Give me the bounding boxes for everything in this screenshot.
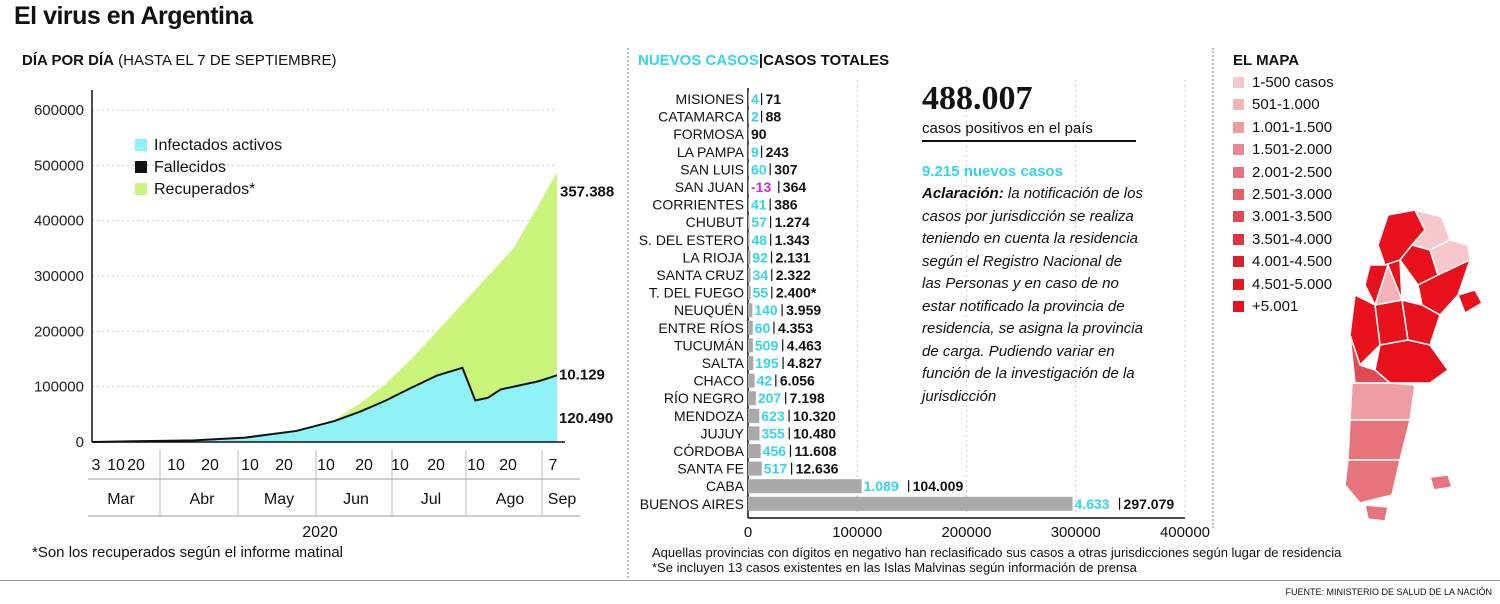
map-chubut xyxy=(1348,420,1410,460)
map-santa-cruz xyxy=(1345,460,1400,503)
x-month-label: Jul xyxy=(420,491,442,508)
total-cases-label: 243 xyxy=(765,143,789,160)
category-label: FORMOSA xyxy=(673,126,744,143)
map-misiones xyxy=(1458,290,1482,313)
map-legend-swatch xyxy=(1233,301,1244,312)
y-tick-label: 300000 xyxy=(33,268,84,285)
new-cases-label: 34 xyxy=(752,267,769,283)
map-legend-swatch xyxy=(1233,189,1244,200)
left-heading-rest: (HASTA EL 7 DE SEPTIEMBRE) xyxy=(113,52,337,69)
total-cases-label: 12.636 xyxy=(795,460,839,477)
x-tick-label: 400000 xyxy=(1159,524,1211,541)
total-bar xyxy=(748,391,756,405)
new-cases-label: 355 xyxy=(761,425,785,442)
map-legend-item xyxy=(1233,185,1332,205)
map-heading: EL MAPA xyxy=(1233,52,1300,69)
category-label: JUJUY xyxy=(700,425,744,442)
new-cases-label: 42 xyxy=(756,372,773,389)
map-legend-label: 4.001-4.500 xyxy=(1252,253,1333,271)
total-cases-label: 10.320 xyxy=(793,407,836,424)
total-bar xyxy=(748,321,753,335)
map-legend-swatch xyxy=(1233,144,1244,155)
new-cases-label: 41 xyxy=(751,196,767,213)
total-cases-label: 3.959 xyxy=(786,302,822,319)
category-label: CABA xyxy=(705,478,744,495)
map-legend-swatch xyxy=(1233,167,1244,178)
x-tick-label: 7 xyxy=(548,457,558,474)
total-cases-label: 4.827 xyxy=(787,355,823,371)
active-end-label: 120.490 xyxy=(559,410,614,427)
separator-right xyxy=(1212,48,1214,528)
clarification-note xyxy=(922,183,1144,408)
total-bar xyxy=(748,180,749,194)
x-tick-label: 10 xyxy=(317,457,335,474)
total-bar xyxy=(748,444,761,458)
total-bar xyxy=(748,127,749,141)
x-tick-label: 20 xyxy=(427,457,445,474)
total-bar xyxy=(748,233,749,247)
total-cases-label: 307 xyxy=(774,161,798,178)
new-cases-label: 207 xyxy=(757,390,782,407)
x-tick-label: 200000 xyxy=(941,524,992,541)
map-legend-item xyxy=(1233,297,1298,317)
category-label: CÓRDOBA xyxy=(673,443,744,459)
source-credit: FUENTE: MINISTERIO DE SALUD DE LA NACIÓN xyxy=(1285,587,1492,597)
new-cases-label: 92 xyxy=(752,249,768,266)
deaths-end-label: 10.129 xyxy=(559,366,605,384)
x-year-label: 2020 xyxy=(302,524,338,541)
total-cases-label: 90 xyxy=(751,126,767,143)
map-legend-item xyxy=(1233,73,1334,93)
x-tick-label: 10 xyxy=(467,457,485,474)
total-cases-label: 7.198 xyxy=(789,390,825,407)
legend-label: Fallecidos xyxy=(154,159,227,176)
map-legend-item xyxy=(1233,140,1332,160)
map-legend-swatch xyxy=(1233,211,1244,222)
legend-label: Recuperados* xyxy=(154,181,256,198)
x-month-label: Abr xyxy=(189,491,215,508)
new-cases-label: 509 xyxy=(754,337,779,354)
total-cases-label: 11.608 xyxy=(794,443,837,459)
x-tick-label: 100000 xyxy=(832,524,883,541)
category-label: SALTA xyxy=(701,355,744,371)
total-bar xyxy=(748,286,751,300)
left-heading-bold: DÍA POR DÍA xyxy=(22,52,114,69)
map-legend-label: 501-1.000 xyxy=(1252,96,1320,114)
total-cases-label: 1.343 xyxy=(774,231,810,248)
total-cases-label: 104.009 xyxy=(912,478,964,495)
total-cases-label: 2.400* xyxy=(775,284,817,301)
heading-sep: | xyxy=(758,52,764,69)
category-label: SAN JUAN xyxy=(674,179,744,195)
mid-panel-heading xyxy=(638,52,889,69)
category-label: CHACO xyxy=(693,372,744,389)
total-cases-label: 1.274 xyxy=(774,214,810,231)
map-legend-label: 2.001-2.500 xyxy=(1252,163,1333,181)
category-label: SANTA FE xyxy=(677,460,744,477)
new-cases-label: 60 xyxy=(754,319,771,336)
category-label: SANTA CRUZ xyxy=(656,267,744,283)
x-tick-label: 20 xyxy=(499,457,517,474)
total-bar xyxy=(748,110,749,124)
category-label: SAN LUIS xyxy=(680,161,744,178)
x-tick-label: 20 xyxy=(127,457,145,474)
map-legend-item xyxy=(1233,95,1320,115)
category-label: CORRIENTES xyxy=(652,196,744,213)
new-cases-label: 55 xyxy=(752,284,769,301)
total-bar xyxy=(748,338,753,352)
legend-swatch xyxy=(135,183,147,195)
map-legend-label: 2.501-3.000 xyxy=(1252,186,1333,203)
category-label: CATAMARCA xyxy=(658,108,744,125)
map-legend-item xyxy=(1233,252,1332,272)
total-cases-label: 386 xyxy=(774,196,798,213)
total-cases-label: 10.480 xyxy=(793,425,837,442)
map-legend-item xyxy=(1233,275,1332,295)
legend-swatch xyxy=(135,139,147,151)
total-bar xyxy=(748,145,749,159)
total-cases-label: 88 xyxy=(765,108,782,125)
total-bar xyxy=(748,303,752,317)
heading-total-cases: CASOS TOTALES xyxy=(763,52,890,69)
category-label: RÍO NEGRO xyxy=(663,390,744,407)
total-bar xyxy=(748,374,755,388)
new-cases-label: 195 xyxy=(755,355,779,371)
separator-left xyxy=(627,48,629,578)
x-tick-label: 3 xyxy=(91,457,101,474)
map-legend-item xyxy=(1233,230,1332,250)
total-cases-label: 4.463 xyxy=(786,337,822,354)
new-cases-label: 4 xyxy=(751,91,759,107)
total-cases-caption: casos positivos en el país xyxy=(922,120,1093,137)
heading-new-cases: NUEVOS CASOS xyxy=(638,52,759,69)
y-tick-label: 200000 xyxy=(33,323,84,341)
x-tick-label: 10 xyxy=(241,457,259,474)
recovered-end-label: 357.388 xyxy=(560,183,615,201)
new-cases-label: 9 xyxy=(751,143,759,160)
total-cases-label: 297.079 xyxy=(1123,495,1175,512)
category-label: T. DEL FUEGO xyxy=(648,284,744,301)
total-bar xyxy=(748,497,1073,511)
map-legend-label: 1-500 casos xyxy=(1252,74,1334,91)
category-label: S. DEL ESTERO xyxy=(638,231,744,248)
map-legend-swatch xyxy=(1233,256,1244,267)
y-tick-label: 100000 xyxy=(33,378,84,396)
new-cases-label: 140 xyxy=(754,302,778,319)
map-legend-label: 1.501-2.000 xyxy=(1252,141,1333,159)
total-cases-label: 6.056 xyxy=(779,372,815,389)
category-label: MENDOZA xyxy=(674,407,744,424)
total-bar xyxy=(748,409,759,423)
total-cases-label: 2.131 xyxy=(775,249,811,266)
y-tick-label: 0 xyxy=(75,434,84,451)
x-tick-label: 300000 xyxy=(1050,524,1101,541)
y-tick-label: 500000 xyxy=(33,157,84,175)
map-legend-swatch xyxy=(1233,279,1244,290)
total-cases-label: 71 xyxy=(765,91,782,107)
map-legend-swatch xyxy=(1233,77,1244,88)
total-cases-label: 4.353 xyxy=(777,319,814,336)
category-label: LA PAMPA xyxy=(676,143,744,160)
x-month-label: Ago xyxy=(495,491,525,508)
total-cases-value: 488.007 xyxy=(922,80,1033,117)
legend-swatch xyxy=(135,161,147,173)
x-month-label: Jun xyxy=(343,491,369,508)
map-buenos-aires xyxy=(1375,340,1448,383)
note-negative: Aquellas provincias con dígitos en negativo han reclasificado sus casos a otras jurisdicciones según lugar de residencia xyxy=(652,545,1342,560)
total-cases-label: 2.322 xyxy=(775,267,811,283)
new-cases-label: 517 xyxy=(763,460,788,477)
total-bar xyxy=(748,198,749,212)
category-label: BUENOS AIRES xyxy=(639,495,744,512)
category-label: ENTRE RÍOS xyxy=(658,319,744,336)
map-legend-swatch xyxy=(1233,99,1244,110)
area-chart xyxy=(0,70,620,550)
total-cases-rule xyxy=(922,140,1136,142)
map-legend-label: 4.501-5.000 xyxy=(1252,275,1333,293)
new-cases-label: 60 xyxy=(751,161,767,178)
total-bar xyxy=(748,268,751,282)
map-legend-label: 3.501-4.000 xyxy=(1252,230,1333,248)
total-bar xyxy=(748,162,749,176)
map-legend-item xyxy=(1233,118,1332,138)
category-label: CHUBUT xyxy=(685,214,744,231)
total-bar xyxy=(748,462,762,476)
x-tick-label: 0 xyxy=(743,524,753,541)
total-bar xyxy=(748,250,750,264)
map-legend-item xyxy=(1233,207,1332,227)
total-bar xyxy=(748,92,749,106)
map-malvinas xyxy=(1430,475,1452,490)
bottom-rule xyxy=(0,580,1500,581)
y-tick-label: 400000 xyxy=(33,212,84,230)
left-panel-heading xyxy=(22,52,337,69)
new-cases-label: 4.633 xyxy=(1074,495,1110,512)
page-title: El virus en Argentina xyxy=(14,2,253,30)
map-legend-swatch xyxy=(1233,234,1244,245)
bottom-notes xyxy=(652,545,1341,575)
legend-label: Infectados activos xyxy=(154,137,283,154)
new-cases-label: 456 xyxy=(762,443,787,459)
note-malvinas: *Se incluyen 13 casos existentes en las Islas Malvinas según información de prensa xyxy=(652,560,1137,575)
x-tick-label: 20 xyxy=(201,457,219,474)
total-bar xyxy=(748,426,759,440)
new-cases-label: 623 xyxy=(761,407,785,424)
x-tick-label: 10 xyxy=(391,457,409,474)
map-neuquen-rn xyxy=(1350,383,1415,420)
new-cases-label: 57 xyxy=(751,214,767,231)
category-label: LA RIOJA xyxy=(682,249,744,266)
total-bar xyxy=(748,479,862,493)
total-cases-label: 364 xyxy=(782,179,807,195)
x-tick-label: 20 xyxy=(355,457,373,474)
argentina-map xyxy=(1330,205,1490,525)
map-legend-label: 1.001-1.500 xyxy=(1252,118,1333,136)
category-label: NEUQUÉN xyxy=(673,302,744,319)
new-cases-label: -13 xyxy=(751,179,772,195)
map-legend-item xyxy=(1233,163,1332,183)
x-tick-label: 20 xyxy=(275,457,293,474)
map-tierra-del-fuego xyxy=(1365,505,1388,521)
new-cases-line: 9.215 nuevos casos xyxy=(922,163,1063,180)
category-label: TUCUMÁN xyxy=(674,337,744,354)
new-cases-label: 1.089 xyxy=(863,478,899,495)
new-cases-label: 2 xyxy=(751,108,759,125)
clarification-text: la notificación de los casos por jurisdicción se realiza teniendo en cuenta la residencia según el Registro Nacional de las Personas y en caso de no estar notificado la provincia de residencia, se asigna la provincia de carga. Pudiendo variar en función de la investigación de la jurisdicción xyxy=(922,185,1143,405)
y-tick-label: 600000 xyxy=(33,102,84,119)
total-bar xyxy=(748,215,749,229)
map-legend-swatch xyxy=(1233,122,1244,133)
category-label: MISIONES xyxy=(675,91,744,107)
x-month-label: May xyxy=(263,491,295,508)
map-legend-label: +5.001 xyxy=(1252,298,1299,315)
clarification-bold: Aclaración: xyxy=(922,185,1004,202)
total-bar xyxy=(748,356,753,370)
x-tick-label: 10 xyxy=(107,457,125,474)
x-tick-label: 10 xyxy=(167,457,185,474)
x-month-label: Sep xyxy=(547,491,577,508)
map-legend-label: 3.001-3.500 xyxy=(1252,208,1333,226)
new-cases-label: 48 xyxy=(751,231,768,248)
recovered-footnote: *Son los recuperados según el informe matinal xyxy=(32,544,344,561)
x-month-label: Mar xyxy=(107,491,135,508)
